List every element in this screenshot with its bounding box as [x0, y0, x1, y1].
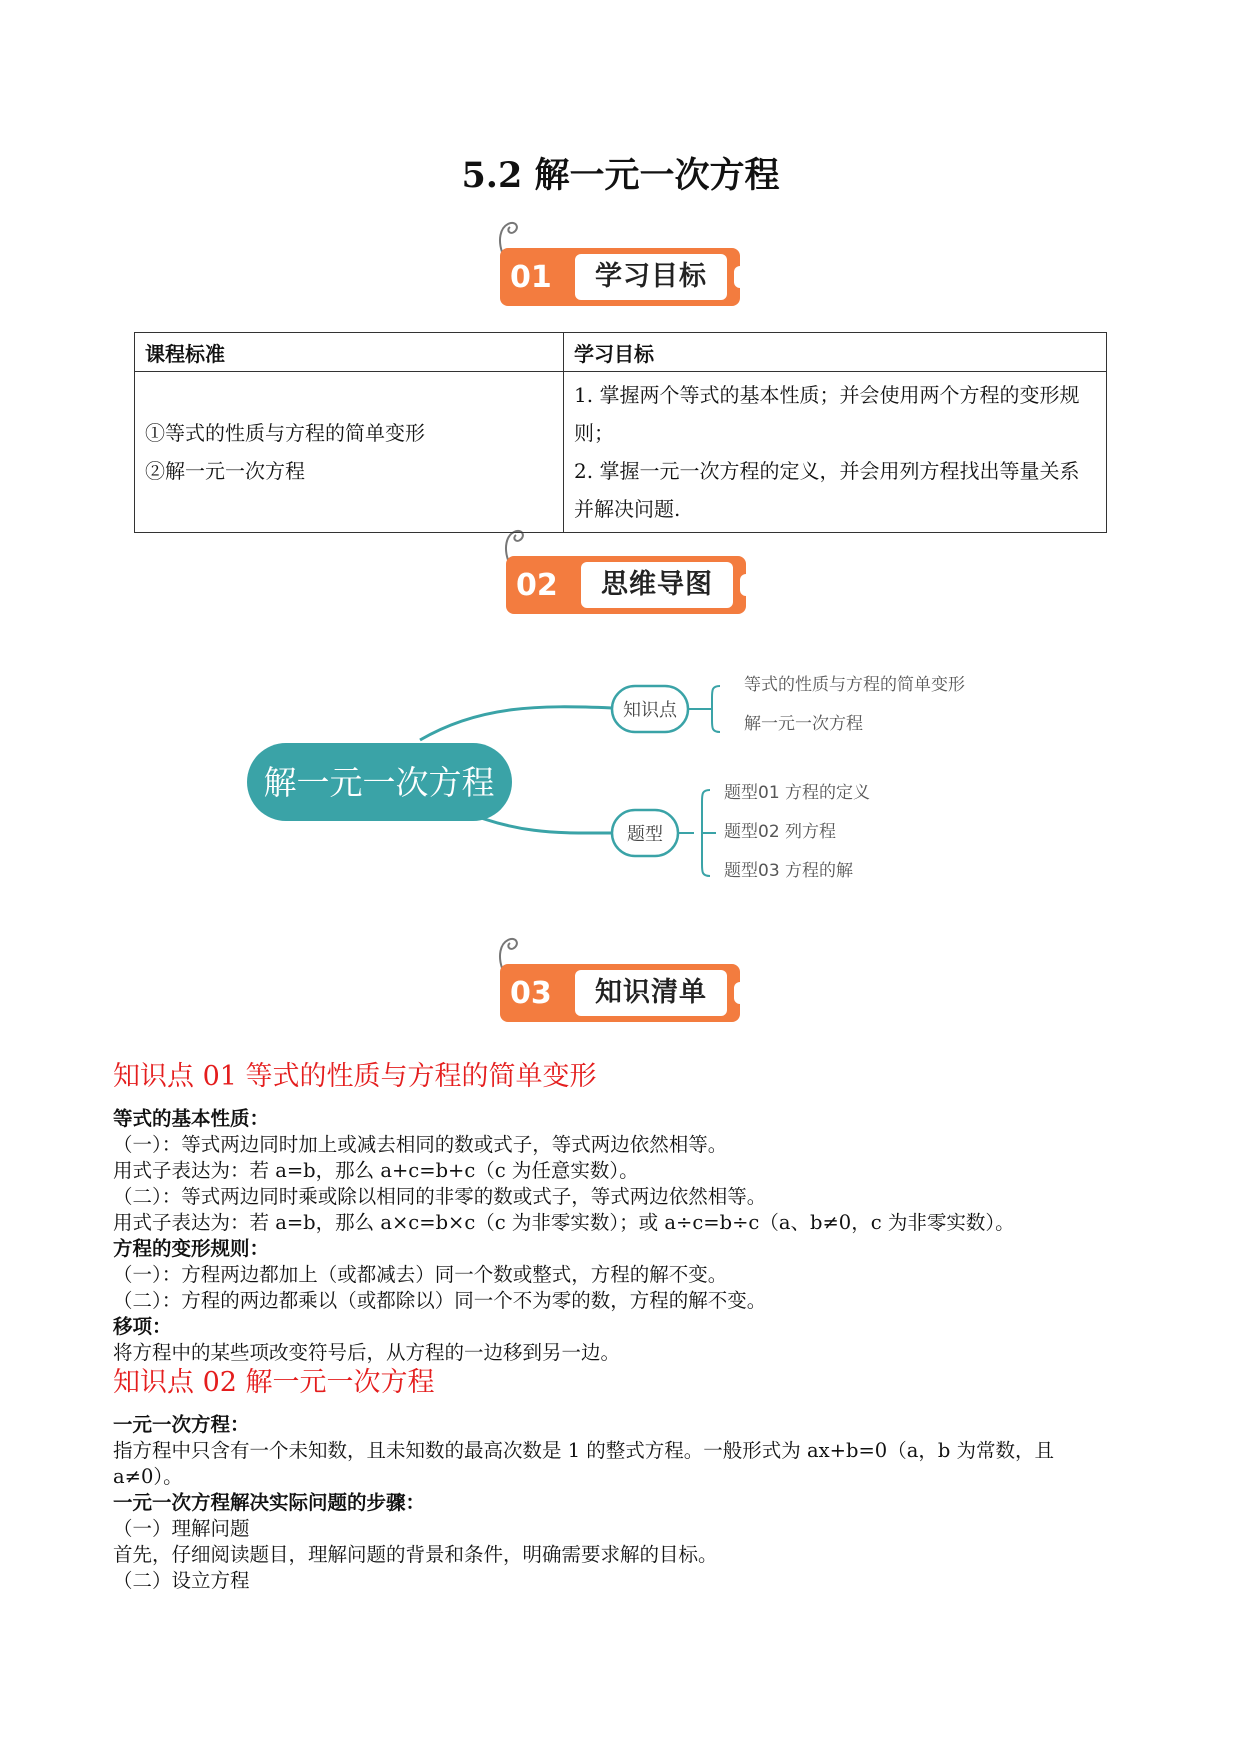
mind-leaf: 等式的性质与方程的简单变形	[744, 675, 965, 695]
body-line: 指方程中只含有一个未知数，且未知数的最高次数是 1 的整式方程。一般形式为 ax+b=0（a，b 为常数，且	[113, 1439, 1054, 1462]
mind-leaf: 题型03 方程的解	[724, 861, 854, 881]
body-line: 移项：	[113, 1315, 172, 1338]
mind-leaf: 题型02 列方程	[724, 822, 837, 842]
body-line: （二）：方程的两边都乘以（或都除以）同一个不为零的数，方程的解不变。	[113, 1289, 767, 1312]
table-header-standard: 课程标准	[135, 333, 564, 372]
body-line: 首先，仔细阅读题目，理解问题的背景和条件，明确需要求解的目标。	[113, 1543, 718, 1566]
body-line: （一）：方程两边都加上（或都减去）同一个数或整式，方程的解不变。	[113, 1263, 728, 1286]
section-label: 思维导图	[601, 569, 713, 600]
standards-cell	[135, 372, 564, 533]
page-title: 5.2 解一元一次方程	[461, 155, 780, 196]
section-banner-mindmap	[506, 552, 746, 612]
body-line: 一元一次方程解决实际问题的步骤：	[113, 1491, 426, 1514]
body-line: 一元一次方程：	[113, 1413, 250, 1436]
body-line: （二）：等式两边同时乘或除以相同的非零的数或式子，等式两边依然相等。	[113, 1185, 767, 1208]
objective-item: 2. 掌握一元一次方程的定义，并会用列方程找出等量关系并解决问题.	[574, 459, 1080, 521]
standard-item: ②解一元一次方程	[145, 459, 305, 483]
table-header-objective: 学习目标	[564, 333, 1107, 372]
body-line: （一）理解问题	[113, 1517, 250, 1540]
standard-item: ①等式的性质与方程的简单变形	[145, 421, 425, 445]
objectives-cell	[564, 372, 1107, 533]
mind-leaf: 解一元一次方程	[744, 714, 863, 734]
knowledge-body-02	[113, 1412, 1133, 1594]
body-line: （二）设立方程	[113, 1569, 250, 1592]
body-line: 等式的基本性质：	[113, 1107, 270, 1130]
body-line: 将方程中的某些项改变符号后，从方程的一边移到另一边。	[113, 1341, 621, 1364]
section-number: 02	[516, 568, 558, 603]
mind-branch-label: 知识点	[623, 700, 677, 721]
mind-map	[0, 650, 1241, 910]
section-number: 03	[510, 976, 552, 1011]
mind-root-label: 解一元一次方程	[263, 763, 495, 802]
section-label: 学习目标	[595, 261, 707, 292]
mind-branch-label: 题型	[627, 824, 663, 845]
knowledge-body-01	[113, 1106, 1133, 1366]
knowledge-title-01: 知识点 01 等式的性质与方程的简单变形	[113, 1061, 597, 1092]
mind-leaf: 题型01 方程的定义	[724, 783, 871, 803]
section-banner-goals	[500, 244, 740, 304]
body-line: 方程的变形规则：	[113, 1237, 270, 1260]
knowledge-title-02: 知识点 02 解一元一次方程	[113, 1367, 435, 1398]
body-line: 用式子表达为：若 a=b，那么 a+c=b+c（c 为任意实数）。	[113, 1159, 639, 1182]
body-line: （一）：等式两边同时加上或减去相同的数或式子，等式两边依然相等。	[113, 1133, 728, 1156]
body-line: 用式子表达为：若 a=b，那么 a×c=b×c（c 为非零实数）；或 a÷c=b÷c（a、b≠0，c 为非零实数）。	[113, 1211, 1015, 1234]
section-banner-knowledge	[500, 960, 740, 1020]
goals-table	[134, 332, 1107, 533]
body-line: a≠0）。	[113, 1465, 183, 1488]
section-label: 知识清单	[595, 977, 707, 1008]
objective-item: 1. 掌握两个等式的基本性质；并会使用两个方程的变形规则；	[574, 383, 1080, 445]
section-number: 01	[510, 260, 552, 295]
